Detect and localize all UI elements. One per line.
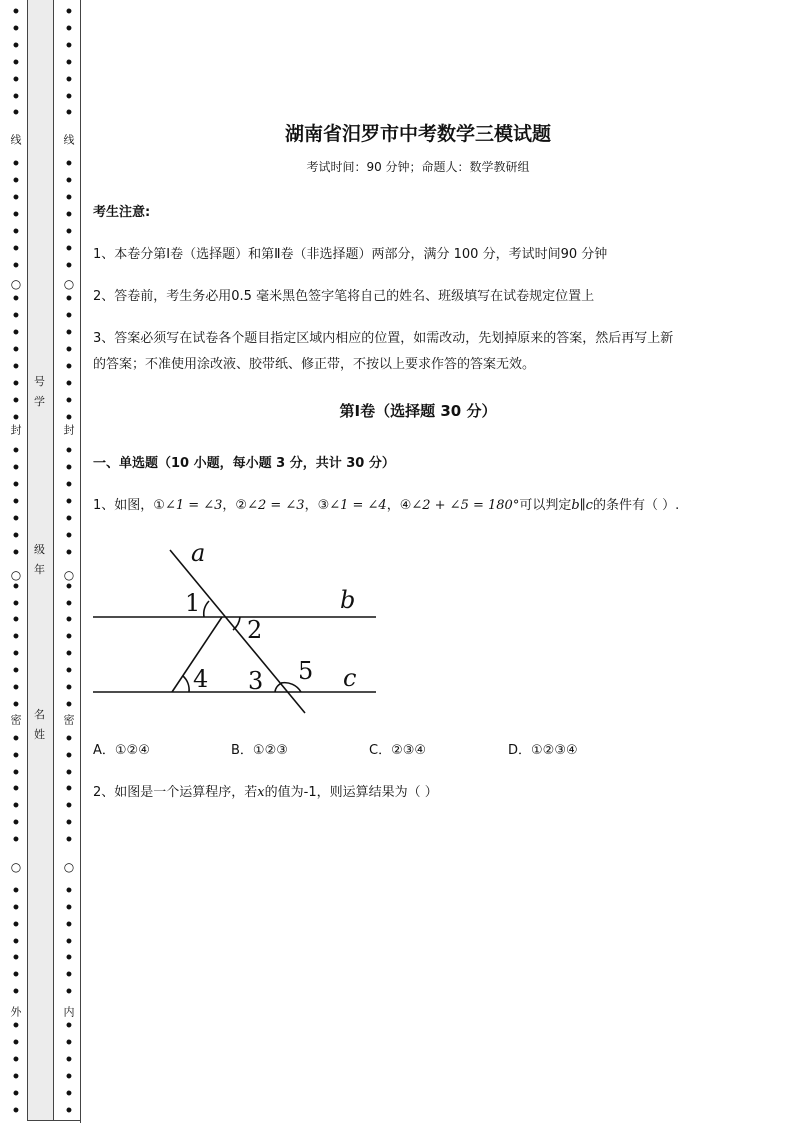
inner-seal-dot: • — [64, 967, 74, 984]
outer-seal-dot: • — [11, 460, 21, 477]
question-1-stem — [93, 494, 753, 513]
outer-seal-dot: • — [11, 1018, 21, 1034]
q1-sep-2: ，② — [222, 498, 248, 513]
inner-seal-dot: • — [64, 1102, 74, 1119]
inner-seal-dot: • — [64, 206, 74, 223]
inner-seal-dot: • — [64, 375, 74, 392]
outer-seal-dot: • — [11, 950, 21, 967]
inner-seal-circle: ○ — [63, 277, 75, 291]
outer-seal-dot: • — [11, 1102, 21, 1119]
inner-seal-dot: • — [64, 629, 74, 646]
inner-seal-dot: • — [64, 1068, 74, 1085]
inner-seal-dot: • — [64, 477, 74, 494]
outer-seal-dot: • — [11, 764, 21, 781]
inner-seal-dot: • — [64, 1085, 74, 1102]
outer-seal-mark: 外 — [10, 1005, 22, 1019]
q2-variable: x — [257, 785, 265, 800]
inner-seal-mark: 线 — [63, 133, 75, 147]
outer-seal-dot: • — [11, 629, 21, 646]
inner-seal-dot: • — [64, 392, 74, 409]
outer-seal-dot: • — [11, 882, 21, 899]
outer-seal-mark: 封 — [10, 423, 22, 437]
q1-condition-2: ∠2 = ∠3 — [247, 498, 305, 513]
outer-seal-dot: • — [11, 156, 21, 173]
notice-item-2: 2、答卷前，考生务必用0.5 毫米黑色签字笔将自己的姓名、班级填写在试卷规定位置上 — [93, 289, 595, 304]
outer-seal-circle: ○ — [10, 277, 22, 291]
inner-seal-dot: • — [64, 511, 74, 527]
outer-seal-dot: • — [11, 54, 21, 71]
label-angle-4: 4 — [193, 665, 209, 693]
section-subtitle: 一、单选题（10 小题，每小题 3 分，共计 30 分） — [93, 456, 395, 471]
outer-seal-dot: • — [11, 798, 21, 815]
outer-seal-dot: • — [11, 37, 21, 54]
outer-seal-dot: • — [11, 1051, 21, 1068]
q2-prefix: 2、如图是一个运算程序，若 — [93, 785, 258, 800]
inner-seal-dot: • — [64, 37, 74, 54]
inner-seal-dot: • — [64, 1018, 74, 1034]
outer-seal-dot: • — [11, 443, 21, 460]
outer-seal-dot: • — [11, 240, 21, 257]
inner-seal-dot: • — [64, 663, 74, 680]
outer-seal-dot: • — [11, 730, 21, 747]
inner-seal-dot: • — [64, 156, 74, 173]
label-b: b — [340, 586, 356, 614]
inner-seal-dot: • — [64, 443, 74, 460]
outer-seal-dot: • — [11, 375, 21, 392]
outer-seal-dot: • — [11, 358, 21, 375]
angle-1-arc — [204, 601, 209, 617]
inner-seal-dot: • — [64, 950, 74, 967]
inner-seal-dot: • — [64, 460, 74, 477]
outer-seal-dot: • — [11, 392, 21, 409]
inner-seal-circle: ○ — [63, 568, 75, 582]
outer-seal-dot: • — [11, 325, 21, 342]
inner-seal-dot: • — [64, 20, 74, 37]
outer-seal-dot: • — [11, 916, 21, 933]
inner-seal-dot: • — [64, 764, 74, 781]
parallel-lines-figure — [90, 535, 390, 720]
outer-seal-dot: • — [11, 4, 21, 20]
label-angle-5: 5 — [298, 657, 314, 685]
label-angle-1: 1 — [185, 589, 201, 617]
outer-seal-dot: • — [11, 544, 21, 561]
outer-seal-dot: • — [11, 1034, 21, 1051]
outer-seal-dot: • — [11, 223, 21, 240]
outer-seal-dot: • — [11, 595, 21, 612]
outer-seal-dot: • — [11, 173, 21, 189]
outer-seal-dot: • — [11, 933, 21, 950]
inner-seal-dot: • — [64, 646, 74, 663]
inner-seal-dot: • — [64, 984, 74, 1001]
inner-seal-mark: 封 — [63, 423, 75, 437]
q1-sep-3: ，③ — [304, 498, 330, 513]
inner-seal-dot: • — [64, 88, 74, 105]
angle-4-arc — [183, 676, 189, 692]
transversal-a — [170, 550, 305, 713]
outer-seal-dot: • — [11, 696, 21, 713]
exam-subtitle: 考试时间：90 分钟；命题人：数学教研组 — [306, 160, 530, 174]
inner-seal-dot: • — [64, 189, 74, 206]
student-number-label: 号 学 — [34, 375, 45, 408]
outer-seal-dot: • — [11, 257, 21, 274]
outer-seal-dot: • — [11, 832, 21, 849]
inner-seal-dot: • — [64, 342, 74, 358]
inner-seal-dot: • — [64, 54, 74, 71]
inner-seal-dot: • — [64, 358, 74, 375]
inner-seal-dot: • — [64, 595, 74, 612]
label-c: c — [343, 664, 357, 692]
inner-seal-dot: • — [64, 798, 74, 815]
outer-seal-dot: • — [11, 1085, 21, 1102]
option-b[interactable]: B．①②③ — [231, 743, 288, 758]
outer-seal-dot: • — [11, 578, 21, 595]
inner-seal-dot: • — [64, 1051, 74, 1068]
inner-seal-dot: • — [64, 815, 74, 832]
option-a[interactable]: A．①②④ — [93, 743, 150, 758]
inner-seal-dot: • — [64, 680, 74, 696]
inner-seal-circle: ○ — [63, 860, 75, 874]
name-label: 名 姓 — [34, 708, 45, 741]
inner-seal-dot: • — [64, 325, 74, 342]
outer-seal-mark: 线 — [10, 133, 22, 147]
outer-seal-dot: • — [11, 477, 21, 494]
inner-seal-dot: • — [64, 4, 74, 20]
q1-condition-1: ∠1 = ∠3 — [164, 498, 223, 513]
notice-item-1: 1、本卷分第Ⅰ卷（选择题）和第Ⅱ卷（非选择题）两部分，满分 100 分，考试时间90 分钟 — [93, 247, 608, 262]
angle-2-arc — [233, 617, 240, 630]
outer-seal-dot: • — [11, 206, 21, 223]
inner-seal-dot: • — [64, 527, 74, 544]
inner-seal-dot: • — [64, 747, 74, 764]
notice-heading: 考生注意: — [93, 205, 151, 220]
inner-seal-dot: • — [64, 223, 74, 240]
section-title: 第Ⅰ卷（选择题 30 分） — [339, 402, 497, 420]
inner-seal-dot: • — [64, 173, 74, 189]
label-a: a — [191, 539, 206, 567]
inner-seal-dot: • — [64, 1034, 74, 1051]
outer-seal-dot: • — [11, 88, 21, 105]
notice-item-3-cont: 的答案；不准使用涂改液、胶带纸、修正带，不按以上要求作答的答案无效。 — [93, 357, 536, 372]
q1-prefix: 1、如图，① — [93, 498, 165, 513]
option-d[interactable]: D．①②③④ — [508, 743, 578, 758]
q1-mid: 可以判定 — [519, 498, 572, 513]
inner-seal-dot: • — [64, 696, 74, 713]
outer-seal-dot: • — [11, 308, 21, 325]
outer-seal-dot: • — [11, 781, 21, 798]
outer-seal-dot: • — [11, 612, 21, 629]
inner-seal-dot: • — [64, 899, 74, 916]
notice-item-3: 3、答案必须写在试卷各个题目指定区域内相应的位置，如需改动，先划掉原来的答案，然后再写上新 — [93, 331, 674, 346]
outer-seal-dot: • — [11, 663, 21, 680]
outer-seal-dot: • — [11, 1068, 21, 1085]
outer-seal-dot: • — [11, 511, 21, 527]
outer-seal-dot: • — [11, 680, 21, 696]
q1-condition-3: ∠1 = ∠4 — [329, 498, 387, 513]
outer-seal-circle: ○ — [10, 860, 22, 874]
question-2-stem — [93, 781, 753, 800]
q1-condition-4: ∠2 + ∠5 = 180° — [411, 498, 520, 513]
outer-seal-dot: • — [11, 291, 21, 308]
inner-seal-dot: • — [64, 730, 74, 747]
inner-seal-dot: • — [64, 494, 74, 511]
outer-seal-mark: 密 — [10, 713, 22, 727]
inner-seal-dot: • — [64, 544, 74, 561]
outer-seal-dot: • — [11, 646, 21, 663]
outer-seal-dot: • — [11, 527, 21, 544]
q2-suffix: 的值为-1，则运算结果为（ ） — [264, 785, 438, 800]
q1-suffix: 的条件有（ ）. — [592, 498, 680, 513]
option-c[interactable]: C．②③④ — [369, 743, 427, 758]
inner-seal-dot: • — [64, 578, 74, 595]
outer-seal-dot: • — [11, 342, 21, 358]
outer-seal-dot: • — [11, 494, 21, 511]
outer-seal-dot: • — [11, 984, 21, 1001]
inner-seal-dot: • — [64, 308, 74, 325]
outer-seal-dot: • — [11, 20, 21, 37]
q1-sep-4: ，④ — [386, 498, 412, 513]
outer-seal-circle: ○ — [10, 568, 22, 582]
inner-seal-dot: • — [64, 882, 74, 899]
inner-seal-dot: • — [64, 240, 74, 257]
inner-seal-mark: 内 — [63, 1005, 75, 1019]
label-angle-2: 2 — [247, 616, 263, 644]
grade-label: 级 年 — [34, 543, 45, 576]
inner-seal-dot: • — [64, 612, 74, 629]
outer-seal-dot: • — [11, 409, 21, 426]
inner-seal-dot: • — [64, 257, 74, 274]
outer-seal-dot: • — [11, 967, 21, 984]
inner-seal-dot: • — [64, 781, 74, 798]
inner-seal-dot: • — [64, 409, 74, 426]
inner-seal-dot: • — [64, 933, 74, 950]
inner-seal-mark: 密 — [63, 713, 75, 727]
inner-seal-dot: • — [64, 916, 74, 933]
outer-seal-dot: • — [11, 747, 21, 764]
question-1-options — [93, 739, 713, 759]
outer-seal-dot: • — [11, 105, 21, 122]
outer-seal-dot: • — [11, 815, 21, 832]
inner-seal-dot: • — [64, 105, 74, 122]
inner-seal-dot: • — [64, 71, 74, 88]
q1-parallel-condition: b∥c — [571, 498, 593, 513]
inner-seal-dot: • — [64, 291, 74, 308]
label-angle-3: 3 — [248, 667, 264, 695]
inner-seal-dot: • — [64, 832, 74, 849]
outer-seal-dot: • — [11, 71, 21, 88]
outer-seal-dot: • — [11, 899, 21, 916]
outer-seal-dot: • — [11, 189, 21, 206]
exam-title: 湖南省汨罗市中考数学三模试题 — [284, 123, 551, 145]
